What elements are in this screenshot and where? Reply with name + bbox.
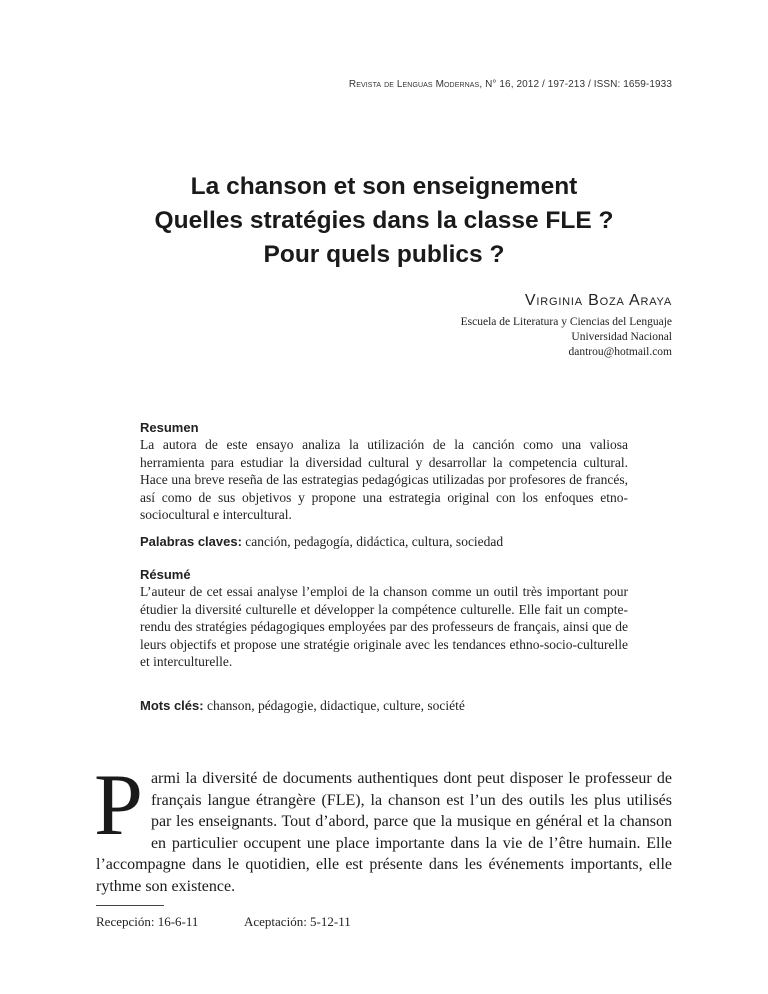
author-affiliation: [461, 315, 672, 360]
resume-text: L’auteur de cet essai analyse l’emploi de la chanson comme un outil très important pour étudier la diversité culturelle et développer la compétence culturelle. Elle fait un compte-rendu des stratégies pédagogiques employées par des professeurs de français, ainsi que de leurs objectifs et propose une stratégie originale avec les tendances ethno-socio-culturelle et interculturelle.: [140, 584, 628, 669]
mots-cles-label: Mots clés:: [140, 698, 204, 713]
affiliation-university: Universidad Nacional: [571, 331, 672, 343]
mots-cles: [140, 697, 640, 714]
affiliation-school: Escuela de Literatura y Ciencias del Lenguaje: [460, 316, 672, 328]
resumen-section: [140, 419, 628, 524]
resumen-text: La autora de este ensayo analiza la utilización de la canción como una valiosa herramienta para estudiar la diversidad cultural y desarrollar la competencia cultural. Hace una breve reseña de las estrategias pedagógicas utilizadas por profesores de francés, así como de sus objetivos y propone una estrategia original con los enfoques etno-sociocultural e intercultural.: [140, 437, 628, 522]
title-line-1: La chanson et son enseignement: [190, 173, 578, 200]
title-line-3: Pour quels publics ?: [263, 241, 505, 268]
resumen-heading: Resumen: [140, 420, 199, 435]
author-name: Virginia Boza Araya: [524, 292, 672, 309]
running-head: Revista de Lenguas Modernas, N° 16, 2012 / 197-213 / ISSN: 1659-1933: [348, 79, 672, 90]
title-line-2: Quelles stratégies dans la classe FLE ?: [154, 207, 614, 234]
palabras-claves-text: canción, pedagogía, didáctica, cultura, sociedad: [241, 534, 504, 549]
mots-cles-text: chanson, pédagogie, didactique, culture, société: [203, 698, 465, 713]
resume-section: [140, 566, 628, 671]
acceptance-date: Aceptación: 5-12-11: [244, 914, 351, 929]
body-text: armi la diversité de documents authentiques dont peut disposer le professeur de français langue étrangère (FLE), la chanson est l’un des outils les plus utilisés par les enseignants. Tout d’abord, parce que la musique en général et la chanson en particulier occupent une place importante dans la vie de l’être humain. Elle l’accompagne dans le quotidien, elle est présente dans les événements importants, elle rythme son existence.: [96, 770, 672, 895]
body-paragraph: [94, 757, 672, 897]
palabras-claves: [140, 533, 640, 550]
author-email: dantrou@hotmail.com: [568, 346, 672, 358]
article-title: [0, 170, 768, 272]
resume-heading: Résumé: [140, 567, 191, 582]
palabras-claves-label: Palabras claves:: [140, 534, 242, 549]
drop-cap: P: [94, 757, 143, 854]
footnote-rule: [96, 905, 164, 906]
reception-date: Recepción: 16-6-11: [96, 914, 199, 929]
